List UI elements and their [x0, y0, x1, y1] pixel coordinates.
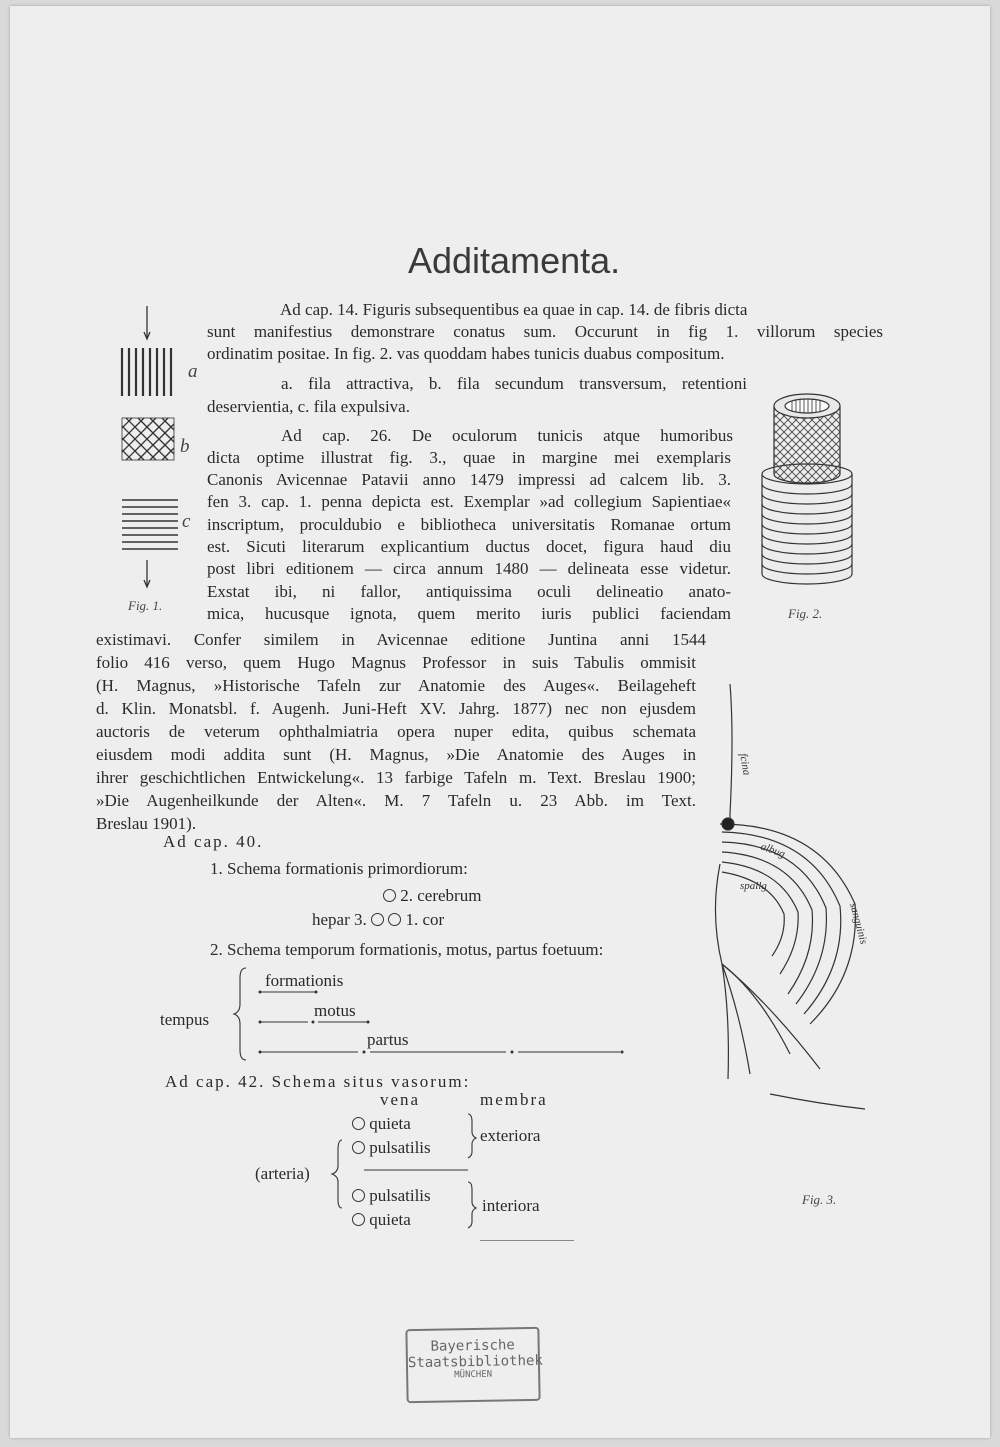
text-line: a. fila attractiva, b. fila secundum transversum, retentioni: [281, 374, 747, 393]
exteriora-label: exteriora: [480, 1126, 541, 1145]
fig1-horizontal-fibers: [122, 500, 178, 549]
tempus-label: tempus: [160, 1010, 210, 1029]
motus-label: motus: [314, 1001, 356, 1020]
fig1-label-b: b: [180, 436, 190, 457]
hepar-label: hepar 3.: [312, 910, 367, 929]
circle-icon: [371, 913, 384, 926]
text-line: est. Sicuti literarum explicantium ductus docet, figura haud diu: [207, 537, 731, 556]
cap40-schema2: 2. Schema temporum formationis, motus, partus foetuum:: [210, 940, 604, 959]
fig1-vertical-fibers: [122, 348, 171, 396]
text-line: Exstat ibi, ni fallor, antiquissima oculi delineatio anato-: [207, 582, 731, 601]
svg-text:fcina: fcina: [737, 752, 753, 777]
page: [10, 6, 990, 1438]
hepar-cor-row: [312, 910, 444, 930]
fig1-crossed-fibers: [122, 418, 174, 460]
text-line: inscriptum, proculdubio e bibliotheca universitatis Romanae ortum: [207, 515, 731, 534]
vena-label: vena: [380, 1090, 421, 1109]
text-line: existimavi. Confer similem in Avicennae editione Juntina anni 1544: [96, 630, 706, 649]
text-line: fen 3. cap. 1. penna depicta est. Exemplar »ad collegium Sapientiae«: [207, 492, 731, 511]
text-line: Canonis Avicennae Patavii anno 1479 impressi ad calcem lib. 3.: [207, 470, 731, 489]
text-line: Ad cap. 26. De oculorum tunicis atque humoribus: [281, 426, 733, 445]
partus-label: partus: [367, 1030, 409, 1049]
end-rule: [480, 1240, 574, 1241]
text-line: Breslau 1901).: [96, 814, 197, 833]
text-line: dicta optime illustrat fig. 3., quae in margine mei exemplaris: [207, 448, 731, 467]
cap42-heading-text: Ad cap. 42. Schema situs vasorum:: [165, 1072, 471, 1091]
fig1-label-c: c: [182, 511, 191, 532]
pulsatilis-label: pulsatilis: [369, 1138, 431, 1157]
fig3-illustration: [700, 674, 890, 1094]
fig2-illustration: [752, 384, 862, 594]
text-line: Ad cap. 14. Figuris subsequentibus ea quae in cap. 14. de fibris dicta: [280, 300, 748, 319]
svg-text:albug: albug: [758, 840, 787, 861]
cap40-schema1: 1. Schema formationis primordiorum:: [210, 859, 468, 878]
interiora-label: interiora: [482, 1196, 540, 1215]
cap40-heading: Ad cap. 40.: [163, 832, 264, 851]
page-title: Additamenta.: [408, 240, 621, 281]
text-line: ihrer geschichtlichen Entwickelung«. 13 farbige Tafeln m. Text. Breslau 1900;: [96, 768, 696, 787]
svg-text:spallg: spallg: [740, 880, 767, 892]
text-line: d. Klin. Monatsbl. f. Augenh. Juni-Heft XV. Jahrg. 1877) nec non ejusdem: [96, 699, 696, 718]
text-line: deservientia, c. fila expulsiva.: [207, 397, 410, 416]
fig3-caption: Fig. 3.: [802, 1192, 837, 1207]
text-line: auctoris de veterum ophthalmiatria opera nuper edita, quibus schemata: [96, 722, 696, 741]
library-stamp: [405, 1327, 543, 1403]
fig1-illustration: [118, 306, 191, 606]
stamp-line3: MÜNCHEN: [454, 1369, 493, 1381]
membra-label: membra: [480, 1090, 548, 1109]
cor-label: 1. cor: [405, 910, 445, 929]
pulsatilis-label: pulsatilis: [369, 1186, 431, 1205]
quieta-label: quieta: [369, 1210, 411, 1229]
stamp-line1: Bayerische: [430, 1337, 515, 1355]
svg-text:sanguinis: sanguinis: [847, 901, 870, 946]
text-line: mica, hucusque ignota, quem merito iuris publici faciendam: [207, 604, 731, 623]
cerebrum-row: [383, 886, 481, 906]
quieta-label: quieta: [369, 1114, 411, 1133]
arteria-label: (arteria): [255, 1164, 310, 1183]
stamp-line2: Staatsbibliothek: [407, 1352, 543, 1372]
fig1-label-a: a: [188, 361, 198, 382]
cap42-heading: [165, 1072, 470, 1092]
cerebrum-label: 2. cerebrum: [400, 886, 482, 905]
formationis-label: formationis: [265, 971, 344, 990]
fig2-caption: Fig. 2.: [788, 606, 823, 621]
circle-icon: [388, 913, 401, 926]
text-line: (H. Magnus, »Historische Tafeln zur Anatomie des Auges«. Beilageheft: [96, 676, 696, 695]
text-line: ordinatim positae. In fig. 2. vas quoddam habes tunicis duabus compositum.: [207, 344, 725, 363]
text-line: post libri editionem — circa annum 1480 — delineata esse videtur.: [207, 559, 731, 578]
text-line: folio 416 verso, quem Hugo Magnus Professor in suis Tabulis ommisit: [96, 653, 696, 672]
vasorum-brackets: [328, 1110, 488, 1240]
text-line: sunt manifestius demonstrare conatus sum. Occurunt in fig 1. villorum species: [207, 322, 883, 341]
text-line: »Die Augenheilkunde der Alten«. M. 7 Tafeln u. 23 Abb. im Text.: [96, 791, 696, 810]
circle-icon: [383, 889, 396, 902]
text-line: eiusdem modi addita sunt (H. Magnus, »Die Anatomie des Auges in: [96, 745, 696, 764]
fig1-caption: Fig. 1.: [128, 598, 163, 613]
